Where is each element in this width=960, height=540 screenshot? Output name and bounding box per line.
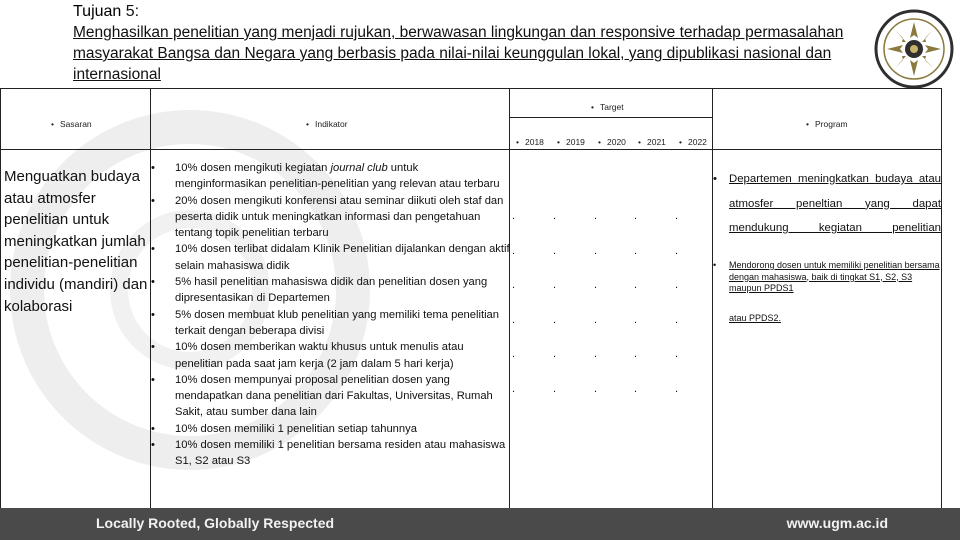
footer-bar: [0, 508, 960, 540]
header-year-2021: • 2021: [638, 137, 666, 147]
sasaran-text: Menguatkan budaya atau atmosfer penelitian untuk meningkatkan jumlah penelitian-penelitian individu (mandiri) dan kolaborasi: [4, 168, 148, 315]
ugm-logo-icon: [873, 8, 955, 90]
header-program: • Program: [806, 119, 848, 129]
header-year-2019: • 2019: [557, 137, 585, 147]
title-number: 5:: [125, 3, 140, 20]
indikator-item: • 20% dosen mengikuti konferensi atau seminar diikuti oleh staf dan peserta didik untuk meningkatkan informasi dan pengetahuan tentang topik penelitian terbaru: [151, 194, 504, 240]
indikator-list: [151, 160, 511, 470]
target-dots-2021: . . . . . .: [634, 210, 638, 395]
indikator-item: • 10% dosen mempunyai proposal penelitian dosen yang mendapatkan dana penelitian dari Fakultas, Universitas, Rumah Sakit, atau sumber dana lain: [151, 373, 493, 419]
title-label: Tujuan: [73, 3, 122, 20]
slide-title: [73, 2, 873, 85]
header-year-2020: • 2020: [598, 137, 626, 147]
header-year-2018: • 2018: [516, 137, 544, 147]
target-dots-2020: . . . . . .: [594, 210, 598, 395]
indikator-item: • 10% dosen terlibat didalam Klinik Penelitian dijalankan dengan aktif selain mahasiswa didik: [151, 243, 510, 272]
header-year-2022: • 2022: [679, 137, 707, 147]
program-item: • Mendorong dosen untuk memiliki penelitian bersama dengan mahasiswa, baik di tingkat S1, S2, S3 maupun PPDS1 atau PPDS2.: [713, 260, 940, 323]
target-dots-2018: . . . . . .: [512, 210, 516, 395]
indikator-item: • 10% dosen mengikuti kegiatan journal club untuk menginformasikan penelitian-penelitian yang relevan atau terbaru: [151, 162, 500, 191]
header-sasaran: • Sasaran: [51, 119, 92, 129]
indikator-item: • 5% dosen membuat klub penelitian yang memiliki tema penelitian terkait dengan beberapa divisi: [151, 308, 499, 337]
indikator-item: • 10% dosen memberikan waktu khusus untuk menulis atau penelitian pada saat jam kerja (2 jam dalam 5 hari kerja): [151, 341, 464, 370]
title-body: Menghasilkan penelitian yang menjadi rujukan, berwawasan lingkungan dan responsive terhadap permasalahan masyarakat Bangsa dan Negara yang berbasis pada nilai-nilai keunggulan lokal, yang dipublikasi nasional dan internasional: [73, 24, 844, 83]
header-target: • Target: [591, 102, 624, 112]
footer-tagline: Locally Rooted, Globally Respected: [96, 515, 335, 531]
title-heading: [73, 2, 873, 22]
indikator-item: • 10% dosen memiliki 1 penelitian bersama residen atau mahasiswa S1, S2 atau S3: [151, 439, 506, 468]
target-table: [0, 88, 942, 540]
header-indikator: • Indikator: [306, 119, 348, 129]
footer-website[interactable]: www.ugm.ac.id: [786, 515, 888, 531]
target-dots-2022: . . . . . .: [675, 210, 679, 395]
indikator-item: • 5% hasil penelitian mahasiswa didik dan penelitian dosen yang dipresentasikan di Departemen: [151, 276, 488, 305]
program-item: • Departemen meningkatkan budaya atau atmosfer peneltian yang dapat mendukung kegiatan penelitian: [713, 173, 941, 234]
indikator-item: • 10% dosen memiliki 1 penelitian setiap tahunnya: [151, 422, 417, 435]
target-dots-2019: . . . . . .: [553, 210, 557, 395]
